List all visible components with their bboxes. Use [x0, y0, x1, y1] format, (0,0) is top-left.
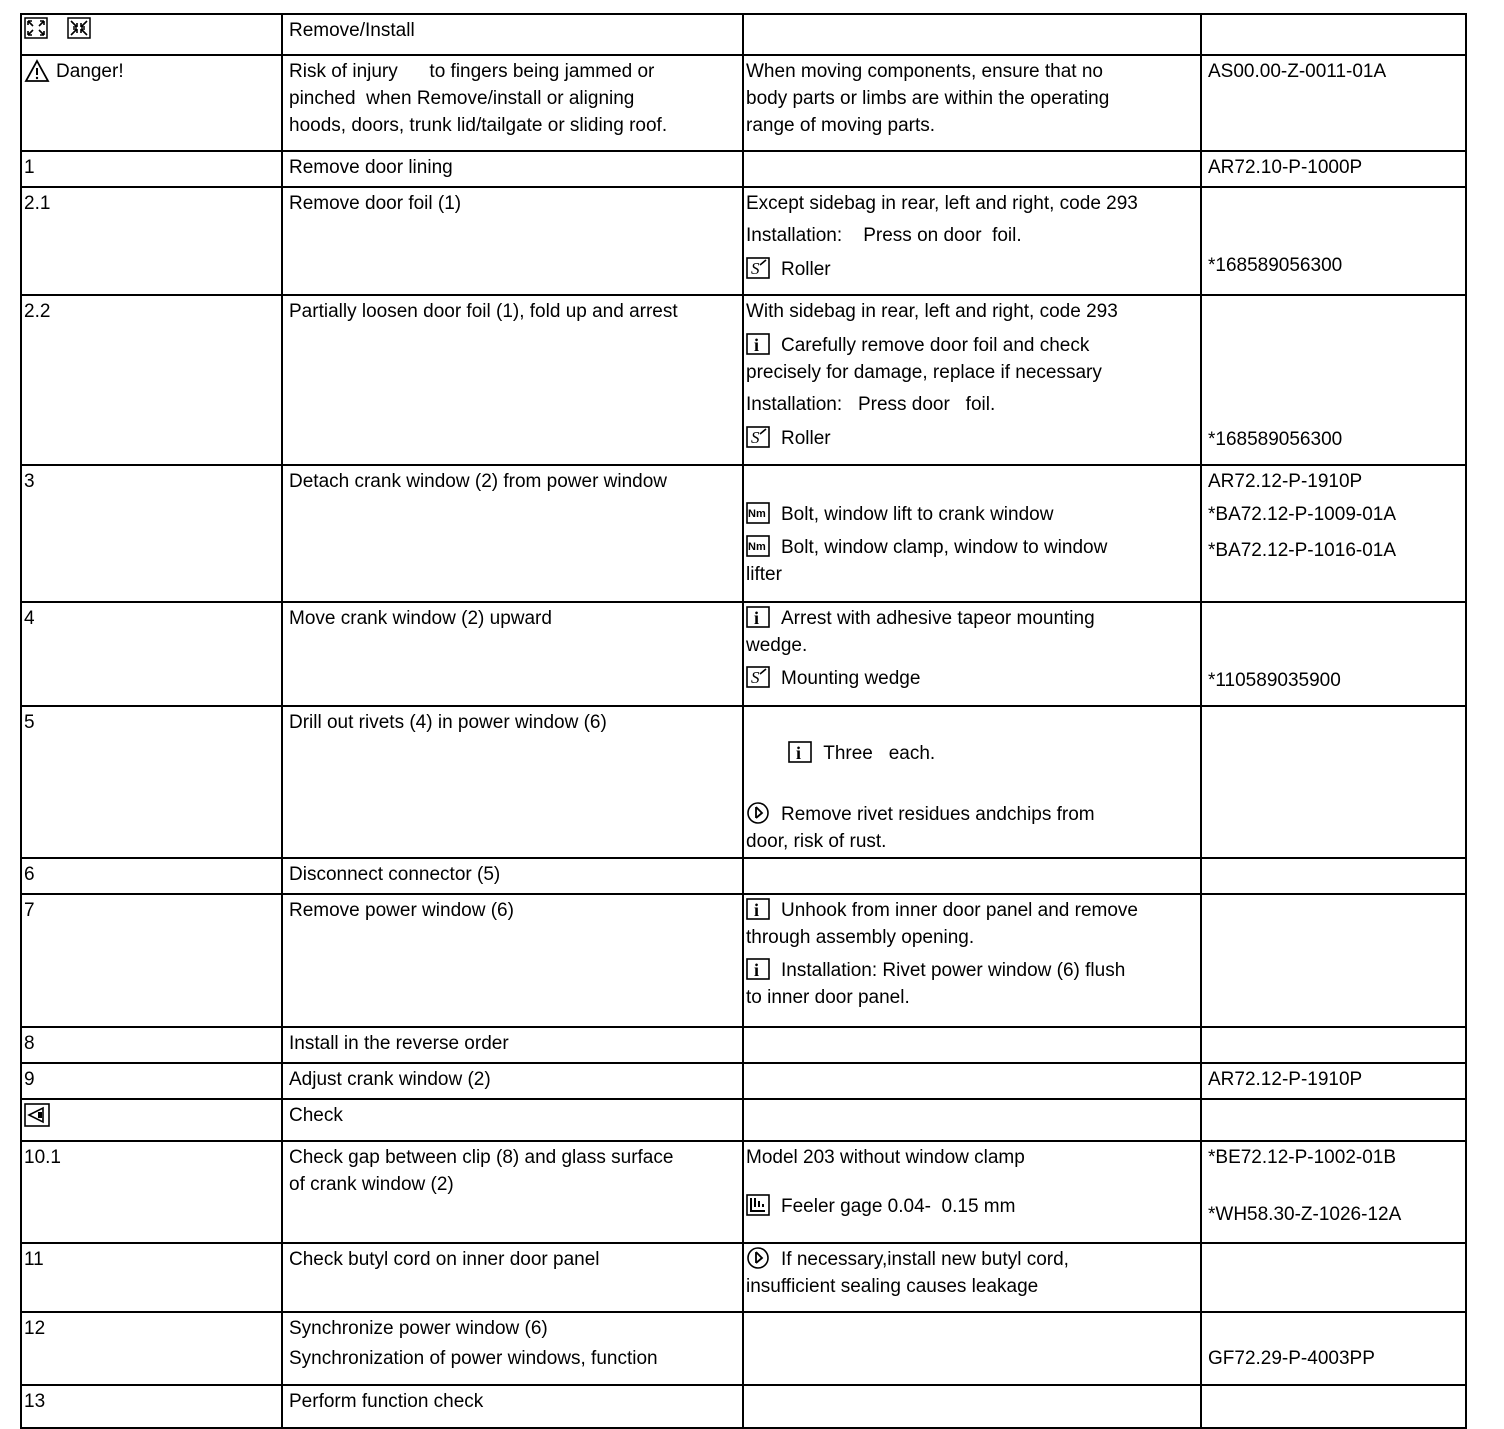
step-number: 7 — [21, 894, 282, 1027]
step-ref-link[interactable]: *BE72.12-P-1002-01B — [1208, 1147, 1397, 1168]
step-operation: Adjust crank window (2) — [282, 1063, 743, 1099]
header-note-cell — [743, 14, 1201, 55]
step-operation: Drill out rivets (4) in power window (6) — [282, 706, 743, 858]
step-ref-cell — [1201, 858, 1466, 894]
svg-text:S: S — [751, 428, 760, 447]
step-ref-cell — [1201, 1385, 1466, 1428]
danger-ref — [1201, 55, 1466, 151]
danger-note-cell — [743, 55, 1201, 151]
step-operation: Check gap between clip (8) and glass surface — [289, 1147, 674, 1168]
caution-text: If necessary,install new butyl cord, — [781, 1249, 1069, 1270]
danger-label-cell — [21, 55, 282, 151]
torque-line — [746, 534, 1197, 561]
torque-line — [746, 501, 1197, 528]
step-operation: Check — [282, 1099, 743, 1141]
expand-icon[interactable] — [24, 17, 48, 47]
svg-text:i: i — [796, 743, 802, 763]
step-operation-cell — [282, 1141, 743, 1243]
check-icon-cell — [21, 1099, 282, 1141]
special-tool-icon — [746, 257, 770, 279]
header-icons-cell — [21, 14, 282, 55]
step-note-cell — [743, 295, 1201, 465]
danger-note-line: range of moving parts. — [746, 115, 936, 136]
info-text: Installation: Rivet power window (6) flush — [781, 960, 1126, 981]
danger-note-line: When moving components, ensure that no — [746, 61, 1103, 82]
torque-nm-icon — [746, 535, 770, 557]
tool-ref-link[interactable]: *168589056300 — [1208, 255, 1343, 276]
step-note-cell — [743, 894, 1201, 1027]
step-row — [21, 1312, 1466, 1385]
step-note-cell — [743, 1063, 1201, 1099]
info-icon — [746, 606, 770, 628]
caution-text: Remove rivet residues andchips from — [781, 804, 1095, 825]
svg-text:Nm: Nm — [748, 541, 766, 553]
step-number: 8 — [21, 1027, 282, 1063]
danger-row — [21, 55, 1466, 151]
info-text: Three each. — [823, 743, 936, 764]
step-row — [21, 465, 1466, 602]
step-note-cell — [743, 1312, 1201, 1385]
special-tool-icon — [746, 666, 770, 688]
step-ref-cell — [1201, 706, 1466, 858]
tool-line — [746, 425, 1197, 452]
info-icon — [788, 741, 812, 763]
step-operation: Synchronize power window (6) — [289, 1318, 548, 1339]
svg-text:S: S — [751, 259, 760, 278]
tool-name: Feeler gage 0.04- 0.15 mm — [781, 1196, 1016, 1217]
check-flag-icon — [24, 1103, 48, 1125]
step-number: 2.1 — [21, 187, 282, 295]
step-note-cell — [743, 187, 1201, 295]
step-operation: of crank window (2) — [289, 1174, 454, 1195]
procedure-sheet — [20, 13, 1465, 1412]
step-note: Except sidebag in rear, left and right, code 293 — [746, 193, 1138, 214]
step-row — [21, 1385, 1466, 1428]
step-number: 6 — [21, 858, 282, 894]
danger-ref-link[interactable]: AS00.00-Z-0011-01A — [1208, 61, 1387, 82]
step-number: 10.1 — [21, 1141, 282, 1243]
torque-text: Bolt, window clamp, window to window — [781, 537, 1108, 558]
step-row — [21, 858, 1466, 894]
step-ref-cell — [1201, 1312, 1466, 1385]
step-ref-cell — [1201, 1099, 1466, 1141]
step-note-cell — [743, 706, 1201, 858]
info-line — [746, 605, 1197, 632]
step-note: Model 203 without window clamp — [746, 1147, 1025, 1168]
step-row — [21, 1243, 1466, 1312]
step-number: 2.2 — [21, 295, 282, 465]
step-row — [21, 602, 1466, 706]
svg-text:i: i — [754, 960, 760, 980]
step-number: 9 — [21, 1063, 282, 1099]
step-ref-cell — [1201, 1141, 1466, 1243]
step-operation: Remove power window (6) — [282, 894, 743, 1027]
danger-risk-line: hoods, doors, trunk lid/tailgate or sliding roof. — [289, 115, 668, 136]
step-note-cell — [743, 151, 1201, 187]
danger-risk-line: Risk of injury to fingers being jammed or — [289, 61, 655, 82]
torque-text: Bolt, window lift to crank window — [781, 504, 1054, 525]
step-operation: Install in the reverse order — [282, 1027, 743, 1063]
step-note-cell — [743, 602, 1201, 706]
step-ref-cell — [1201, 602, 1466, 706]
step-row — [21, 1141, 1466, 1243]
tool-name: Roller — [781, 428, 831, 449]
info-text: wedge. — [746, 635, 808, 656]
danger-risk-line: pinched when Remove/install or aligning — [289, 88, 635, 109]
info-text: through assembly opening. — [746, 927, 975, 948]
step-note-cell — [743, 1027, 1201, 1063]
step-row — [21, 1027, 1466, 1063]
step-note-cell — [743, 1141, 1201, 1243]
step-note: With sidebag in rear, left and right, code 293 — [746, 301, 1118, 322]
tool-ref-link[interactable]: *110589035900 — [1208, 670, 1341, 691]
caution-text: door, risk of rust. — [746, 831, 887, 852]
step-note-cell — [743, 1243, 1201, 1312]
info-line — [746, 713, 1197, 794]
info-icon — [746, 958, 770, 980]
step-operation-cell — [282, 1312, 743, 1385]
header-ref-cell — [1201, 14, 1466, 55]
special-tool-icon — [746, 426, 770, 448]
info-line — [746, 957, 1197, 984]
svg-text:Nm: Nm — [748, 508, 766, 520]
step-operation: Remove door lining — [282, 151, 743, 187]
step-number: 11 — [21, 1243, 282, 1312]
tool-ref-link[interactable]: *WH58.30-Z-1026-12A — [1208, 1204, 1402, 1225]
step-note: Installation: Press on door foil. — [746, 225, 1022, 246]
step-ref-link[interactable]: AR72.12-P-1910P — [1208, 471, 1363, 492]
caution-line — [746, 1246, 1197, 1273]
step-operation: Remove door foil (1) — [282, 187, 743, 295]
info-icon — [746, 333, 770, 355]
check-row — [21, 1099, 1466, 1141]
step-ref-cell — [1201, 151, 1466, 187]
torque-ref-link[interactable]: *BA72.12-P-1009-01A — [1208, 504, 1397, 525]
step-ref-cell — [1201, 1243, 1466, 1312]
caution-line — [746, 801, 1197, 828]
tool-line — [746, 1193, 1197, 1220]
step-row — [21, 295, 1466, 465]
step-number: 13 — [21, 1385, 282, 1428]
tool-name: Roller — [781, 259, 831, 280]
step-number: 12 — [21, 1312, 282, 1385]
danger-label: Danger! — [56, 61, 124, 82]
step-note-cell — [743, 1099, 1201, 1141]
header-row — [21, 14, 1466, 55]
info-line — [746, 332, 1197, 359]
collapse-icon[interactable] — [67, 17, 91, 47]
info-text: to inner door panel. — [746, 987, 910, 1008]
tool-name: Mounting wedge — [781, 668, 921, 689]
step-operation: Synchronization of power windows, function — [289, 1348, 658, 1369]
step-ref-cell — [1201, 894, 1466, 1027]
step-ref-cell — [1201, 295, 1466, 465]
svg-text:i: i — [754, 335, 760, 355]
step-ref-cell — [1201, 1027, 1466, 1063]
info-icon — [746, 898, 770, 920]
step-row — [21, 894, 1466, 1027]
step-operation: Partially loosen door foil (1), fold up and arrest — [282, 295, 743, 465]
step-number: 3 — [21, 465, 282, 602]
svg-text:S: S — [751, 668, 760, 687]
tool-ref-link[interactable]: *168589056300 — [1208, 429, 1343, 450]
info-text: Arrest with adhesive tapeor mounting — [781, 608, 1095, 629]
step-operation: Perform function check — [282, 1385, 743, 1428]
torque-nm-icon — [746, 502, 770, 524]
step-operation: Disconnect connector (5) — [282, 858, 743, 894]
step-row — [21, 706, 1466, 858]
step-ref-cell — [1201, 187, 1466, 295]
feeler-gage-icon — [746, 1194, 770, 1216]
step-row — [21, 187, 1466, 295]
info-text: Carefully remove door foil and check — [781, 335, 1090, 356]
tool-line — [746, 256, 1197, 283]
step-ref-cell — [1201, 1063, 1466, 1099]
tool-line — [746, 665, 1197, 692]
torque-text: lifter — [746, 564, 782, 585]
step-row — [21, 1063, 1466, 1099]
danger-risk-cell — [282, 55, 743, 151]
step-note-cell — [743, 858, 1201, 894]
step-number: 1 — [21, 151, 282, 187]
step-row — [21, 151, 1466, 187]
step-note: Installation: Press door foil. — [746, 394, 996, 415]
step-operation: Check butyl cord on inner door panel — [282, 1243, 743, 1312]
warning-triangle-icon — [24, 59, 48, 81]
step-ref-link[interactable]: AR72.12-P-1910P — [1208, 1069, 1363, 1090]
svg-text:i: i — [754, 900, 760, 920]
caution-text: insufficient sealing causes leakage — [746, 1276, 1039, 1297]
step-operation: Move crank window (2) upward — [282, 602, 743, 706]
step-operation: Detach crank window (2) from power window — [282, 465, 743, 602]
step-number: 4 — [21, 602, 282, 706]
step-note-cell — [743, 465, 1201, 602]
step-note-cell — [743, 1385, 1201, 1428]
svg-text:i: i — [754, 608, 760, 628]
info-line — [746, 897, 1197, 924]
caution-arrow-icon — [746, 802, 770, 824]
header-title: Remove/Install — [282, 14, 743, 55]
procedure-table — [20, 13, 1467, 1429]
step-ref-link[interactable]: GF72.29-P-4003PP — [1208, 1348, 1375, 1369]
danger-note-line: body parts or limbs are within the operating — [746, 88, 1110, 109]
info-text: precisely for damage, replace if necessary — [746, 362, 1102, 383]
caution-arrow-icon — [746, 1247, 770, 1269]
info-text: Unhook from inner door panel and remove — [781, 900, 1138, 921]
step-ref-link[interactable]: AR72.10-P-1000P — [1208, 157, 1363, 178]
step-ref-cell — [1201, 465, 1466, 602]
torque-ref-link[interactable]: *BA72.12-P-1016-01A — [1208, 540, 1397, 561]
step-number: 5 — [21, 706, 282, 858]
